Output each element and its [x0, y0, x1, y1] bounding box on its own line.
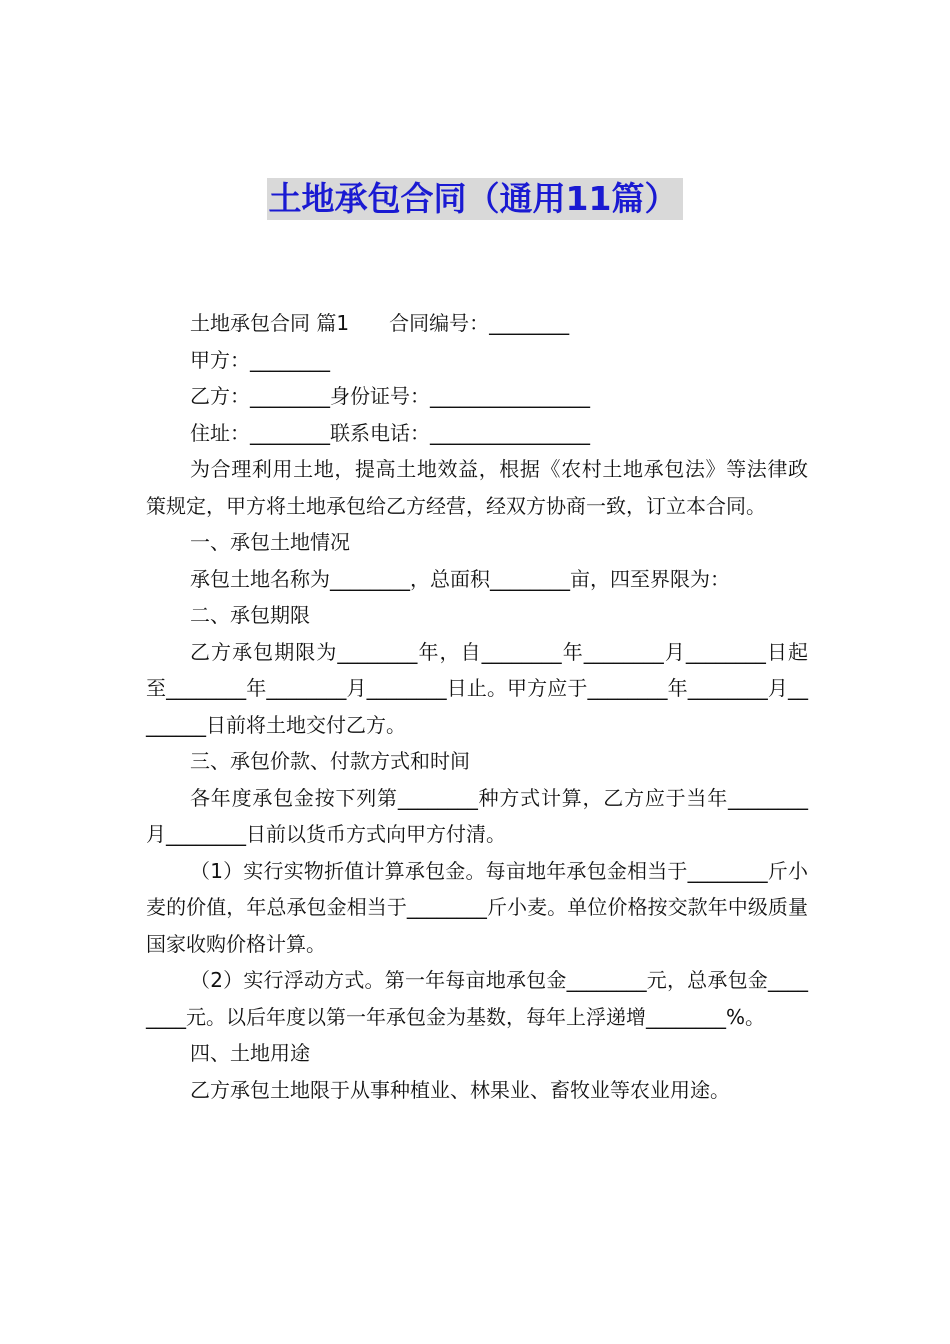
party-a-line: 甲方：________ [190, 347, 330, 372]
preamble-paragraph: 为合理利用土地，提高土地效益，根据《农村土地承包法》等法律政策规定，甲方将土地承包给乙方经营，经双方协商一致，订立本合同。 [146, 457, 808, 518]
section-3-item-1: （1）实行实物折值计算承包金。每亩地年承包金相当于________斤小麦的价值，年总承包金相当于________斤小麦。单位价格按交款年中级质量国家收购价格计算。 [146, 858, 808, 956]
section-4-paragraph: 乙方承包土地限于从事种植业、林果业、畜牧业等农业用途。 [190, 1077, 730, 1102]
section-heading-2: 二、承包期限 [190, 603, 310, 627]
section-1-paragraph: 承包土地名称为________，总面积________亩，四至界限为： [190, 566, 730, 591]
section-2-paragraph: 乙方承包期限为________年，自________年________月________日起至________年________月________日止。甲方应于________年________月________日前将土地交付乙方。 [146, 639, 808, 737]
document-title-wrapper [0, 178, 950, 220]
section-3-item-2: （2）实行浮动方式。第一年每亩地承包金________元，总承包金________元。以后年度以第一年承包金为基数，每年上浮递增________%。 [146, 968, 808, 1029]
section-heading-4: 四、土地用途 [190, 1041, 310, 1065]
party-b-line: 乙方：________身份证号：________________ [190, 384, 590, 408]
section-3-paragraph: 各年度承包金按下列第________种方式计算，乙方应于当年________月________日前以货币方式向甲方付清。 [146, 785, 808, 846]
section-heading-3: 三、承包价款、付款方式和时间 [190, 749, 470, 773]
document-body [146, 305, 808, 1108]
address-line: 住址：________联系电话：________________ [190, 420, 590, 445]
document-title: 土地承包合同（通用11篇） [267, 178, 684, 220]
section-heading-1: 一、承包土地情况 [190, 530, 350, 554]
contract-header-line: 土地承包合同 篇1 合同编号：________ [190, 311, 570, 335]
